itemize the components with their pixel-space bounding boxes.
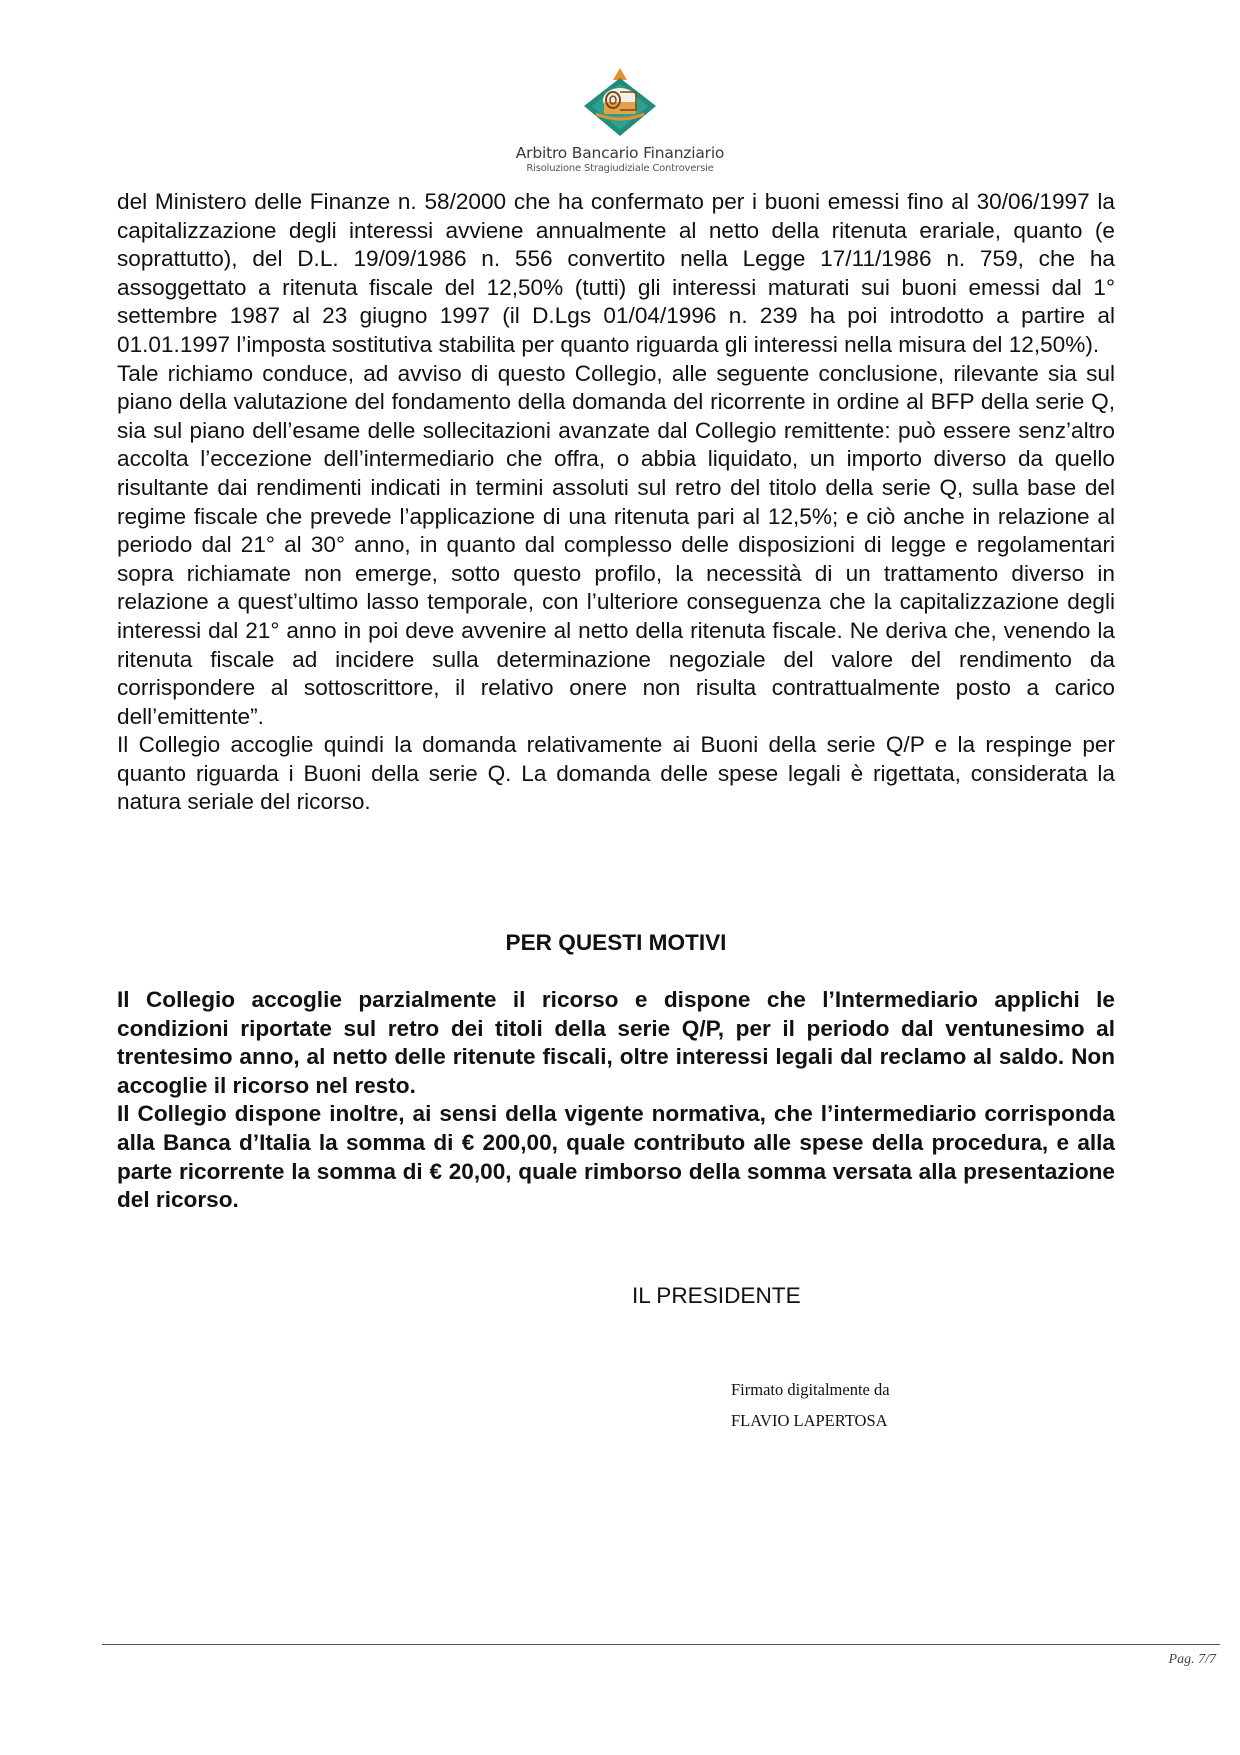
digital-signature [731, 1374, 890, 1436]
section-heading: PER QUESTI MOTIVI [505, 930, 727, 955]
page-number: Pag. 7/7 [1168, 1652, 1216, 1667]
body-paragraph: del Ministero delle Finanze n. 58/2000 che ha confermato per i buoni emessi fino al 30/06/1997 la capitalizzazione degli interessi avviene annualmente al netto della ritenuta erariale, quanto (e soprattutto), del D.L. 19/09/1986 n. 556 convertito nella Legge 17/11/1986 n. 759, che ha assoggettato a ritenuta fiscale del 12,50% (tutti) gli interessi maturati sui buoni emessi dal 1° settembre 1987 al 23 giugno 1997 (il D.Lgs 01/04/1996 n. 239 ha poi introdotto a partire al 01.01.1997 l’imposta sostitutiva stabilita per quanto riguarda gli interessi nella misura del 12,50%). [117, 189, 1115, 357]
abf-logo-icon [580, 64, 660, 138]
org-subtitle: Risoluzione Stragiudiziale Controversie [526, 163, 714, 174]
signer-name: FLAVIO LAPERTOSA [731, 1411, 888, 1430]
decision-body [117, 188, 1115, 817]
ruling-paragraph: Il Collegio accoglie parzialmente il ricorso e dispone che l’Intermediario applichi le condizioni riportate sul retro dei titoli della serie Q/P, per il periodo dal ventunesimo al trentesimo anno, al netto delle ritenute fiscali, oltre interessi legali dal reclamo al saldo. Non accoglie il ricorso nel resto. [117, 987, 1115, 1098]
signed-label: Firmato digitalmente da [731, 1380, 890, 1399]
ruling-text [117, 986, 1115, 1215]
signature-role: IL PRESIDENTE [632, 1283, 801, 1308]
header-logo [505, 64, 735, 174]
body-paragraph: Il Collegio accoglie quindi la domanda relativamente ai Buoni della serie Q/P e la respinge per quanto riguarda i Buoni della serie Q. La domanda delle spese legali è rigettata, considerata la natura seriale del ricorso. [117, 732, 1115, 815]
ruling-paragraph: Il Collegio dispone inoltre, ai sensi della vigente normativa, che l’intermediario corrisponda alla Banca d’Italia la somma di € 200,00, quale contributo alle spese della procedura, e alla parte ricorrente la somma di € 20,00, quale rimborso della somma versata alla presentazione del ricorso. [117, 1101, 1115, 1213]
body-paragraph: Tale richiamo conduce, ad avviso di questo Collegio, alle seguente conclusione, rilevante sia sul piano della valutazione del fondamento della domanda del ricorrente in ordine al BFP della serie Q, sia sul piano dell’esame delle sollecitazioni avanzate dal Collegio remittente: può essere senz’altro accolta l’eccezione dell’intermediario che offra, o abbia liquidato, un importo diverso da quello risultante dai rendimenti indicati in termini assoluti sul retro del titolo della serie Q, sulla base del regime fiscale che prevede l’applicazione di una ritenuta pari al 12,5%; e ciò anche in relazione al periodo dal 21° al 30° anno, in quanto dal complesso delle disposizioni di legge e regolamentari sopra richiamate non emerge, sotto questo profilo, la necessità di un trattamento diverso in relazione a quest’ultimo lasso temporale, con l’ulteriore conseguenza che la capitalizzazione degli interessi dal 21° anno in poi deve avvenire al netto della ritenuta fiscale. Ne deriva che, venendo la ritenuta fiscale ad incidere sulla determinazione negoziale del valore del rendimento da corrispondere al sottoscrittore, il relativo onere non risulta contrattualmente posto a carico dell’emittente”. [117, 360, 1115, 729]
footer-divider [102, 1644, 1220, 1645]
org-name: Arbitro Bancario Finanziario [515, 144, 725, 162]
